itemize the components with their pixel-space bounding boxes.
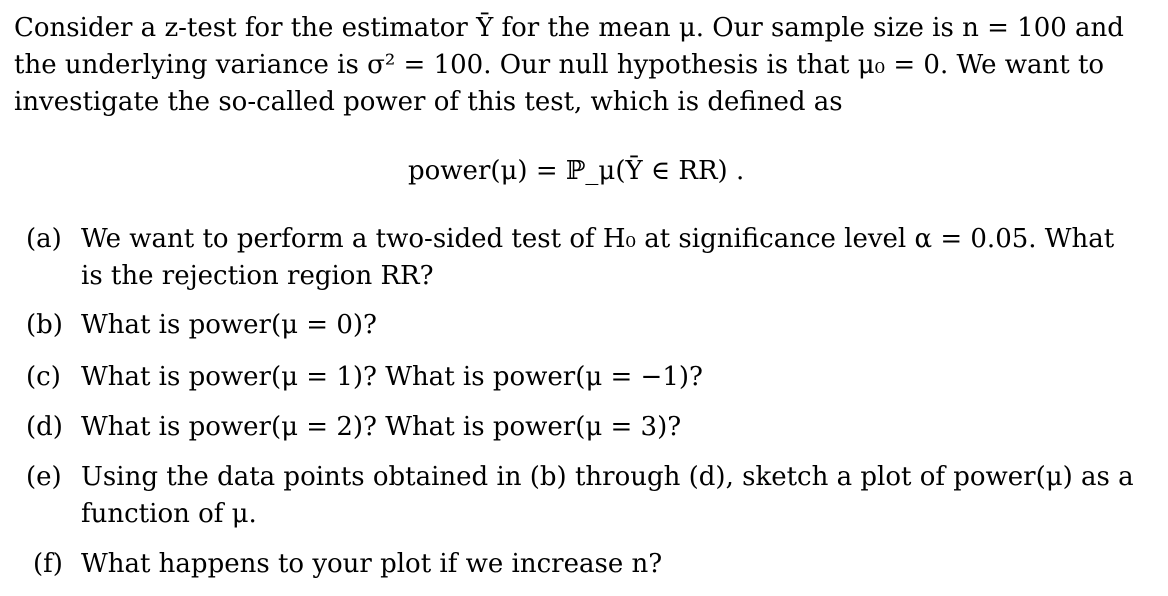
question-f-label: (f) xyxy=(33,549,63,579)
question-a-label: (a) xyxy=(26,224,62,254)
question-d-line-1: What is power(μ = 2)? What is power(μ = 3)? xyxy=(81,412,682,442)
question-a-line-1: We want to perform a two-sided test of H₀ at significance level α = 0.05. What xyxy=(81,224,1115,254)
question-a-line-2: is the rejection region RR? xyxy=(81,261,434,291)
question-e-label: (e) xyxy=(26,462,62,492)
question-b-label: (b) xyxy=(26,310,63,340)
intro-line-3: investigate the so-called power of this test, which is defined as xyxy=(14,87,843,117)
intro-line-2: the underlying variance is σ² = 100. Our null hypothesis is that μ₀ = 0. We want to xyxy=(14,50,1105,80)
intro-line-1: Consider a z-test for the estimator Ȳ for the mean μ. Our sample size is n = 100 and xyxy=(14,13,1124,43)
question-d-label: (d) xyxy=(26,412,63,442)
question-b-line-1: What is power(μ = 0)? xyxy=(81,310,377,340)
question-c-label: (c) xyxy=(26,362,61,392)
power-formula: power(μ) = ℙ_μ(Ȳ ∈ RR) . xyxy=(408,156,745,186)
question-e-line-2: function of μ. xyxy=(81,499,257,529)
question-e-line-1: Using the data points obtained in (b) through (d), sketch a plot of power(μ) as a xyxy=(81,462,1134,492)
question-f-line-1: What happens to your plot if we increase n? xyxy=(81,549,663,579)
question-c-line-1: What is power(μ = 1)? What is power(μ = −1)? xyxy=(81,362,703,392)
